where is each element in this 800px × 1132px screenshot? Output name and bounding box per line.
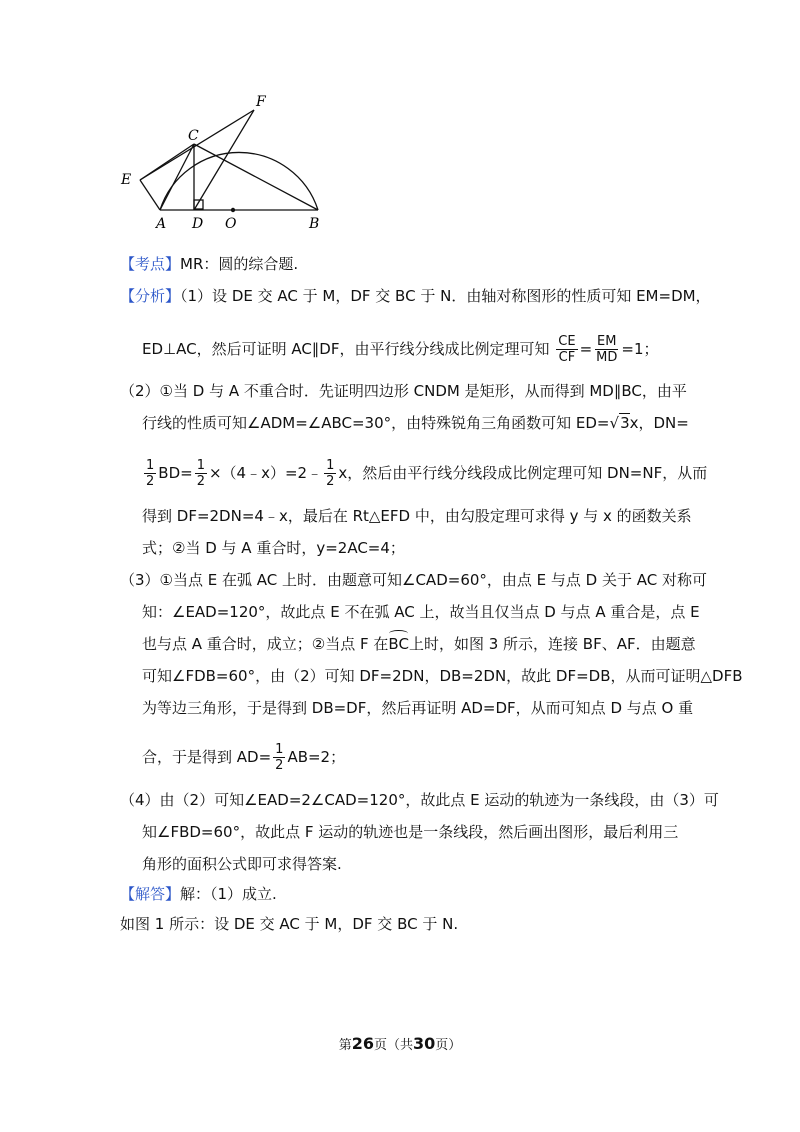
label-a: A <box>156 216 167 232</box>
jieda-line: 【解答】解：（1）成立. <box>120 885 277 903</box>
page-total: 30 <box>413 1034 436 1053</box>
center-point-o <box>231 208 235 212</box>
fenxi-line-9: 知：∠EAD=120°，故此点 E 不在弧 AC 上，故当且仅当点 D 与点 A 重合是，点 E <box>142 603 700 621</box>
page-footer: 第26页（共30页） <box>338 1034 462 1053</box>
fenxi-line-1: 【分析】（1）设 DE 交 AC 于 M，DF 交 BC 于 N．由轴对称图形的性质可知 EM=DM， <box>120 287 711 305</box>
label-c: C <box>188 128 199 144</box>
fenxi-line-16: 角形的面积公式即可求得答案. <box>142 855 342 873</box>
label-f: F <box>256 94 266 110</box>
label-o: O <box>225 216 237 232</box>
fenxi-line-4: 行线的性质可知∠ADM=∠ABC=30°，由特殊锐角三角函数可知 ED=√3x，DN= <box>142 414 689 432</box>
fraction-half-4: $\frac{1}{2}$ <box>275 742 284 773</box>
fraction-ce-cf: $\frac{CE}{CF}$ <box>558 334 576 365</box>
fraction-em-md: $\frac{EM}{MD}$ <box>596 334 618 365</box>
kaodian-line <box>120 254 298 274</box>
fenxi-line-13: 合，于是得到 AD= $\frac{1}{2}$ AB=2； <box>142 742 346 773</box>
fenxi-line-10: 也与点 A 重合时，成立；②当点 F 在BC上时，如图 3 所示，连接 BF、AF．由题意 <box>142 635 696 653</box>
kaodian-tag: 【考点】 <box>120 255 181 273</box>
fenxi-line-8: （3）①当点 E 在弧 AC 上时．由题意可知∠CAD=60°，由点 E 与点 D 关于 AC 对称可 <box>120 571 708 589</box>
fenxi-line-5: $\frac{1}{2}$ BD= $\frac{1}{2}$ ×（4﹣x）=2﹣ $\frac{1}{2}$ x，然后由平行线分线段成比例定理可知 DN=NF，从而 <box>146 458 708 489</box>
fenxi-line-2: ED⊥AC，然后可证明 AC∥DF，由平行线分线成比例定理可知 $\frac{CE}{CF}$ = $\frac{EM}{MD}$ =1； <box>142 334 659 365</box>
semicircle-arc <box>160 152 318 210</box>
fenxi-line-15: 知∠FBD=60°，故此点 F 运动的轨迹也是一条线段，然后画出图形，最后利用三 <box>142 823 679 841</box>
sqrt-three: 3 <box>620 414 630 432</box>
fenxi-line-7: 式；②当 D 与 A 重合时，y=2AC=4； <box>142 539 405 557</box>
segment-ae <box>140 180 160 210</box>
fenxi-line-12: 为等边三角形，于是得到 DB=DF，然后再证明 AD=DF，从而可知点 D 与点 O 重 <box>142 699 694 717</box>
fraction-half-1: $\frac{1}{2}$ <box>146 458 155 489</box>
fraction-half-2: $\frac{1}{2}$ <box>196 458 205 489</box>
label-b: B <box>309 216 320 232</box>
fenxi-line-3: （2）①当 D 与 A 不重合时．先证明四边形 CNDM 是矩形，从而得到 MD∥BC，由平 <box>120 382 687 400</box>
fenxi-line-11: 可知∠FDB=60°，由（2）可知 DF=2DN，DB=2DN，故此 DF=DB，从而可证明△DFB <box>142 667 743 685</box>
label-d: D <box>192 216 204 232</box>
kaodian-text: MR：圆的综合题. <box>180 255 299 273</box>
jieda-tag: 【解答】 <box>120 885 181 903</box>
page-number: 26 <box>351 1034 374 1053</box>
label-e: E <box>121 172 132 188</box>
geometry-figure <box>112 92 332 234</box>
fenxi-line-14: （4）由（2）可知∠EAD=2∠CAD=120°，故此点 E 运动的轨迹为一条线段，由（3）可 <box>120 791 719 809</box>
tail-line: 如图 1 所示：设 DE 交 AC 于 M，DF 交 BC 于 N. <box>120 915 459 933</box>
fraction-half-3: $\frac{1}{2}$ <box>326 458 335 489</box>
fenxi-tag: 【分析】 <box>120 287 181 305</box>
fenxi-line-6: 得到 DF=2DN=4﹣x，最后在 Rt△EFD 中，由勾股定理可求得 y 与 x 的函数关系 <box>142 507 692 525</box>
segment-ac <box>160 144 194 210</box>
arc-bc: BC <box>388 635 409 653</box>
